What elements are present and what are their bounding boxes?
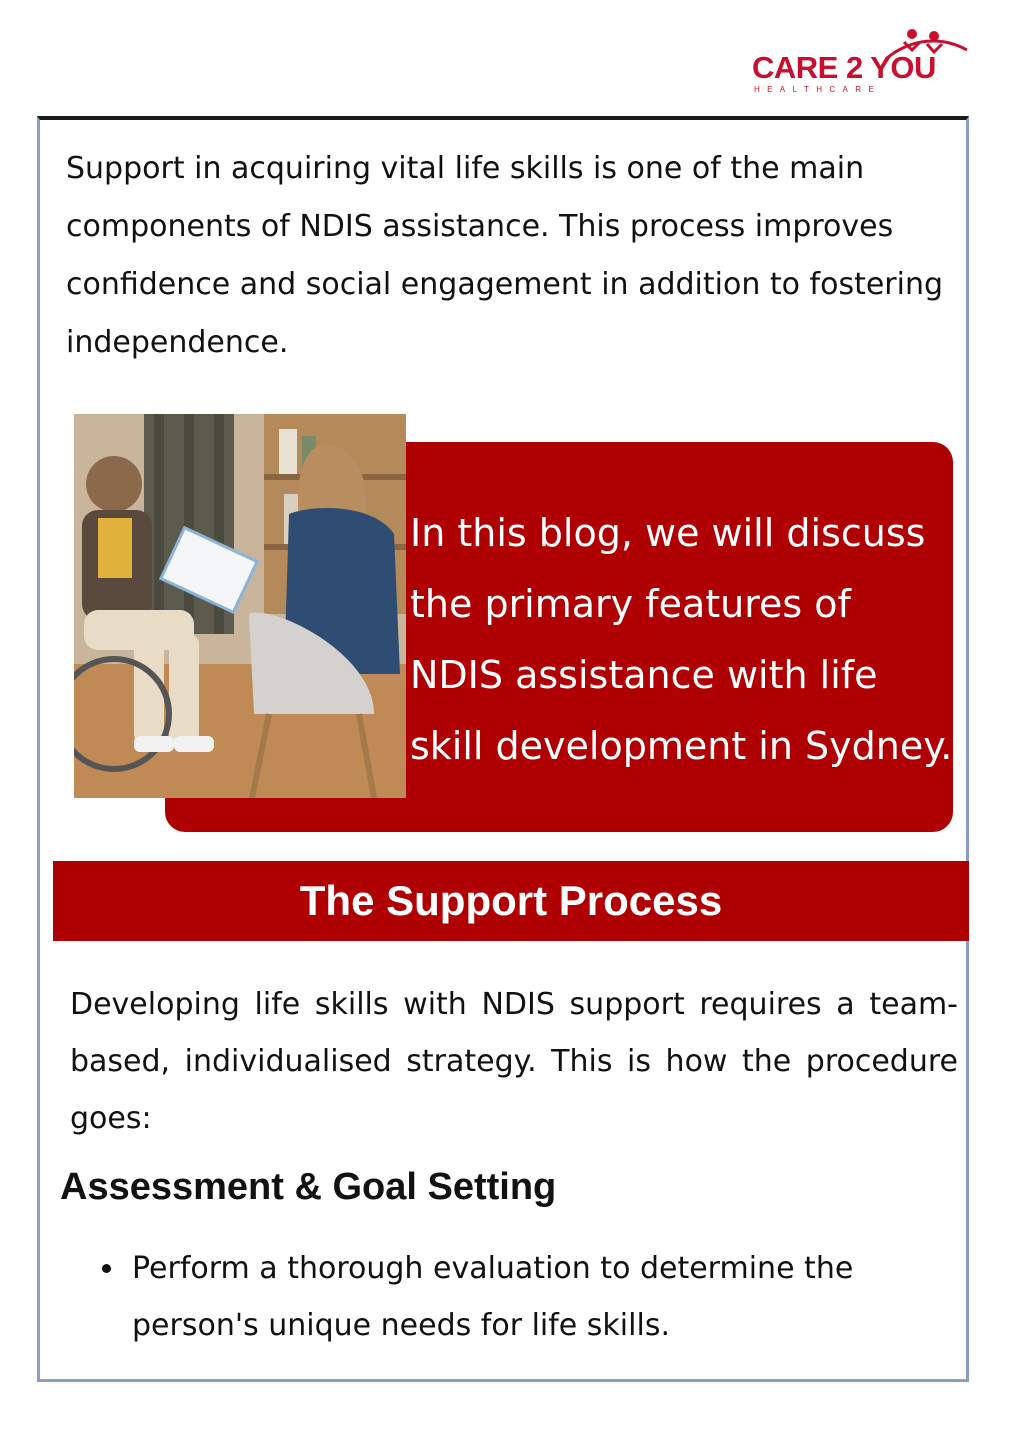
intro-paragraph: Support in acquiring vital life skills is one of the main components of NDIS assistance. This process improves confidence and social engagement in addition to fostering independence. [66, 151, 944, 360]
care-2-you-logo [752, 28, 972, 100]
assessment-heading: Assessment & Goal Setting [60, 1166, 557, 1208]
section-title: The Support Process [299, 877, 723, 924]
caregiver-photo [74, 414, 406, 798]
list-item-text: Perform a thorough evaluation to determine the person's unique needs for life skills. [132, 1251, 854, 1343]
logo-subtitle: HEALTHCARE [754, 85, 882, 94]
section-band [53, 861, 969, 941]
callout-text: In this blog, we will discuss the primary features of NDIS assistance with life skill development in Sydney. [410, 511, 953, 768]
list-item [92, 1240, 922, 1354]
process-paragraph: Developing life skills with NDIS support requires a team-based, individualised strategy. This is how the procedure goes: [70, 987, 958, 1136]
assessment-list [92, 1240, 922, 1354]
logo-brand: CARE 2 YOU [752, 50, 936, 85]
bullet-dot-icon [102, 1264, 111, 1273]
